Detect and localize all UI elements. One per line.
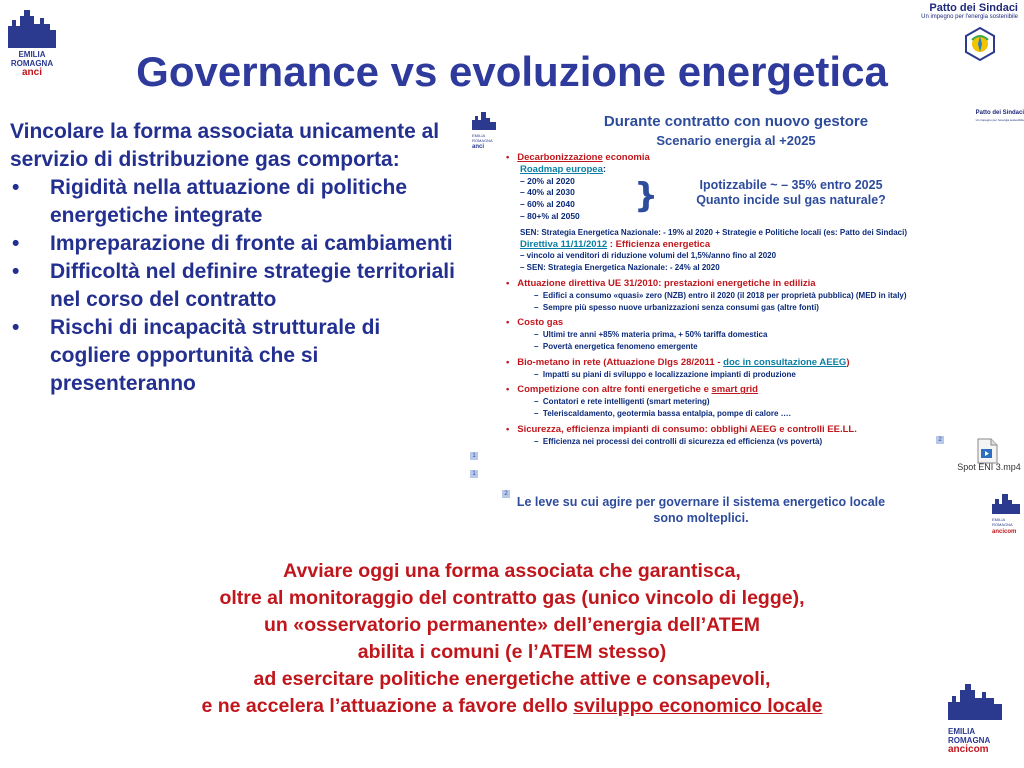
bottom-line: oltre al monitoraggio del contratto gas (unico vincolo di legge), (219, 587, 805, 609)
roadmap-item: – 60% al 2040 (520, 199, 575, 210)
bottom-line: ad esercitare politiche energetiche attive e consapevoli, (253, 668, 771, 690)
bullet-icon: • (506, 423, 518, 435)
costo-item: – Povertà energetica fenomeno emergente (534, 341, 698, 351)
competizione-item: – Contatori e rete intelligenti (smart metering) (534, 397, 710, 407)
bullet-icon: • (12, 260, 20, 283)
slide-tag: 2 (936, 436, 944, 444)
attuazione-text: Attuazione direttiva UE 31/2010: prestazioni energetiche in edilizia (517, 277, 816, 289)
leve-text (506, 494, 896, 526)
brace-icon: } (634, 176, 659, 216)
competizione-item: – Teleriscaldamento, geotermia bassa entalpia, pompe di calore …. (534, 408, 791, 418)
roadmap-item: – 40% al 2030 (520, 187, 575, 198)
bullet-text: Rischi di incapacità strutturale di cogliere opportunità che si presenteranno (50, 316, 381, 395)
bullet-item (10, 174, 460, 230)
svg-text:ancicom: ancicom (992, 529, 1017, 535)
logo-text (944, 727, 1008, 754)
sicurezza-text: Sicurezza, efficienza impianti di consumo: obblighi AEEG e controlli EE.LL. (517, 423, 857, 435)
biometano-item: – Impatti su piani di sviluppo e localizzazione impianti di produzione (534, 369, 796, 379)
logo-line2: ROMAGNA (10, 59, 54, 68)
costo-text: Costo gas (517, 317, 564, 329)
bottom-statement (0, 558, 1024, 720)
competizione-item-text: Teleriscaldamento, geotermia bassa entalpia, pompe di calore …. (542, 408, 791, 418)
ipotizzabile-line2: Quanto incide sul gas naturale? (696, 193, 886, 207)
slide-header-line1: Durante contratto con nuovo gestore (603, 113, 869, 130)
bullet-icon: • (506, 152, 518, 163)
sicurezza-item: – Efficienza nei processi dei controlli di sicurezza ed efficienza (vs povertà) (534, 436, 823, 446)
smart-grid-link: smart grid (711, 384, 758, 396)
intro-text: Vincolare la forma associata unicamente al servizio di distribuzione gas comporta: (10, 120, 440, 171)
decarb-rest: economia (602, 152, 650, 163)
patto-title: Patto dei Sindaci (929, 2, 1018, 14)
leve-line2: sono molteplici. (653, 511, 749, 525)
slide-tag: 1 (470, 452, 478, 460)
biometano-post: ) (846, 356, 850, 368)
roadmap-rest: : (602, 163, 607, 175)
costo-item: – Ultimi tre anni +85% materia prima, + 50% tariffa domestica (534, 330, 768, 340)
page-title: Governance vs evoluzione energetica (136, 48, 888, 95)
bullet-text: Impreparazione di fronte ai cambiamenti (50, 232, 453, 255)
slide-tag: 2 (502, 490, 510, 498)
bottom-line: un «osservatorio permanente» dell’energia dell’ATEM (264, 614, 760, 636)
logo-line3: anci (21, 67, 42, 78)
logo-line1: EMILIA (948, 727, 976, 736)
attuazione-item-text: Sempre più spesso nuove urbanizzazioni senza consumi gas (altre fonti) (542, 302, 819, 312)
decarb-label: Decarbonizzazione (517, 152, 603, 163)
ipotizzabile-line1: Ipotizzabile ~ – 35% entro 2025 (699, 178, 883, 192)
competizione-line (506, 384, 976, 396)
competizione-pre: Competizione con altre fonti energetiche e (517, 384, 712, 396)
competizione-item-text: Contatori e rete intelligenti (smart metering) (542, 397, 710, 407)
svg-text:ROMAGNA: ROMAGNA (472, 138, 493, 143)
bullet-icon: • (12, 316, 20, 339)
bullet-item (10, 230, 460, 258)
attuazione-item: – Edifici a consumo «quasi» zero (NZB) entro il 2020 (il 2018 per proprietà pubblica) (MED in italy) (534, 290, 907, 300)
tower-icon (944, 680, 1008, 722)
biometano-link[interactable]: doc in consultazione AEEG (723, 356, 847, 368)
roadmap-link[interactable]: Roadmap europea (520, 163, 603, 175)
decarb-line (506, 152, 976, 164)
slide-header-line2: Scenario energia al +2025 (656, 133, 816, 148)
bullet-icon: • (506, 356, 518, 368)
mini-emilia-logo-icon (470, 108, 500, 150)
roadmap-line (506, 164, 976, 176)
biometano-pre: Bio-metano in rete (Attuazione Dlgs 28/2011 - (517, 356, 724, 368)
biometano-line (506, 357, 976, 369)
roadmap-item: – 20% al 2020 (520, 175, 575, 186)
costo-item-text: Ultimi tre anni +85% materia prima, + 50% tariffa domestica (542, 330, 768, 340)
attuazione-item: – Sempre più spesso nuove urbanizzazioni senza consumi gas (altre fonti) (534, 302, 819, 312)
patto-subtitle: Un impegno per l'energia sostenibile (921, 14, 1018, 20)
bullet-icon: • (506, 317, 518, 329)
sen-line: SEN: Strategia Energetica Nazionale: - 19% al 2020 + Strategie e Politiche locali (es: Patto dei Sindaci) (520, 227, 908, 237)
leve-line1: Le leve su cui agire per governare il sistema energetico locale (516, 495, 886, 509)
bullet-icon: • (12, 232, 20, 255)
embedded-slide (466, 104, 1024, 536)
attuazione-item-text: Edifici a consumo «quasi» zero (NZB) entro il 2020 (il 2018 per proprietà pubblica) (MED in italy) (542, 290, 907, 300)
bottom-last-pre: e ne accelera l’attuazione a favore dello (201, 695, 574, 717)
logo-line3: ancicom (948, 744, 989, 755)
bullet-icon: • (506, 384, 518, 396)
tower-icon (4, 4, 60, 50)
bullet-icon: • (506, 277, 518, 289)
bottom-line-last (0, 693, 1024, 720)
bullet-list (10, 174, 460, 398)
bullet-icon: • (12, 176, 20, 199)
svg-text:anci: anci (472, 144, 485, 150)
video-file-label[interactable]: Spot ENI 3.mp4 (957, 462, 1021, 472)
bullet-item (10, 258, 460, 314)
attuazione-line (506, 278, 976, 290)
direttiva-link[interactable]: Direttiva 11/11/2012 (520, 238, 608, 250)
sicurezza-line (506, 424, 976, 436)
left-text-block (10, 118, 460, 398)
svg-text:EMILIA: EMILIA (472, 133, 486, 138)
video-file-icon[interactable] (976, 438, 998, 464)
roadmap-item: – 80+% al 2050 (520, 210, 580, 221)
slide-body (506, 152, 976, 447)
bottom-line: abilita i comuni (e l’ATEM stesso) (357, 641, 667, 663)
slide-header (586, 112, 886, 150)
bullet-text: Difficoltà nel definire strategie territoriali nel corso del contratto (50, 260, 455, 311)
costo-line (506, 317, 976, 329)
logo-line2: ROMAGNA (948, 736, 991, 745)
bullet-item (10, 314, 460, 398)
mini-patto-title: Patto dei Sindaci (975, 110, 1024, 116)
emilia-romagna-ancicom-logo (944, 680, 1008, 760)
sviluppo-link[interactable]: sviluppo economico locale (573, 695, 823, 717)
biometano-item-text: Impatti su piani di sviluppo e localizzazione impianti di produzione (542, 369, 796, 379)
mini-ancicom-logo-icon (990, 490, 1024, 536)
slide-tag: 1 (470, 470, 478, 478)
bottom-line: Avviare oggi una forma associata che garantisca, (283, 560, 741, 582)
sicurezza-item-text: Efficienza nei processi dei controlli di sicurezza ed efficienza (vs povertà) (542, 436, 823, 446)
mini-patto-logo (972, 110, 1024, 124)
bullet-text: Rigidità nella attuazione di politiche energetiche integrate (50, 176, 408, 227)
costo-item-text: Povertà energetica fenomeno emergente (542, 341, 698, 351)
svg-text:ROMAGNA: ROMAGNA (992, 522, 1013, 527)
mini-patto-subtitle: Un impegno per l'energia sostenibile (975, 118, 1024, 122)
direttiva-line (506, 239, 976, 251)
direttiva-rest: : Efficienza energetica (607, 238, 711, 250)
logo-line1: EMILIA (18, 50, 46, 59)
direttiva-item: – SEN: Strategia Energetica Nazionale: - 24% al 2020 (520, 263, 720, 273)
direttiva-item: – vincolo ai venditori di riduzione volumi del 1,5%/anno fino al 2020 (520, 251, 777, 261)
svg-text:EMILIA: EMILIA (992, 517, 1006, 522)
